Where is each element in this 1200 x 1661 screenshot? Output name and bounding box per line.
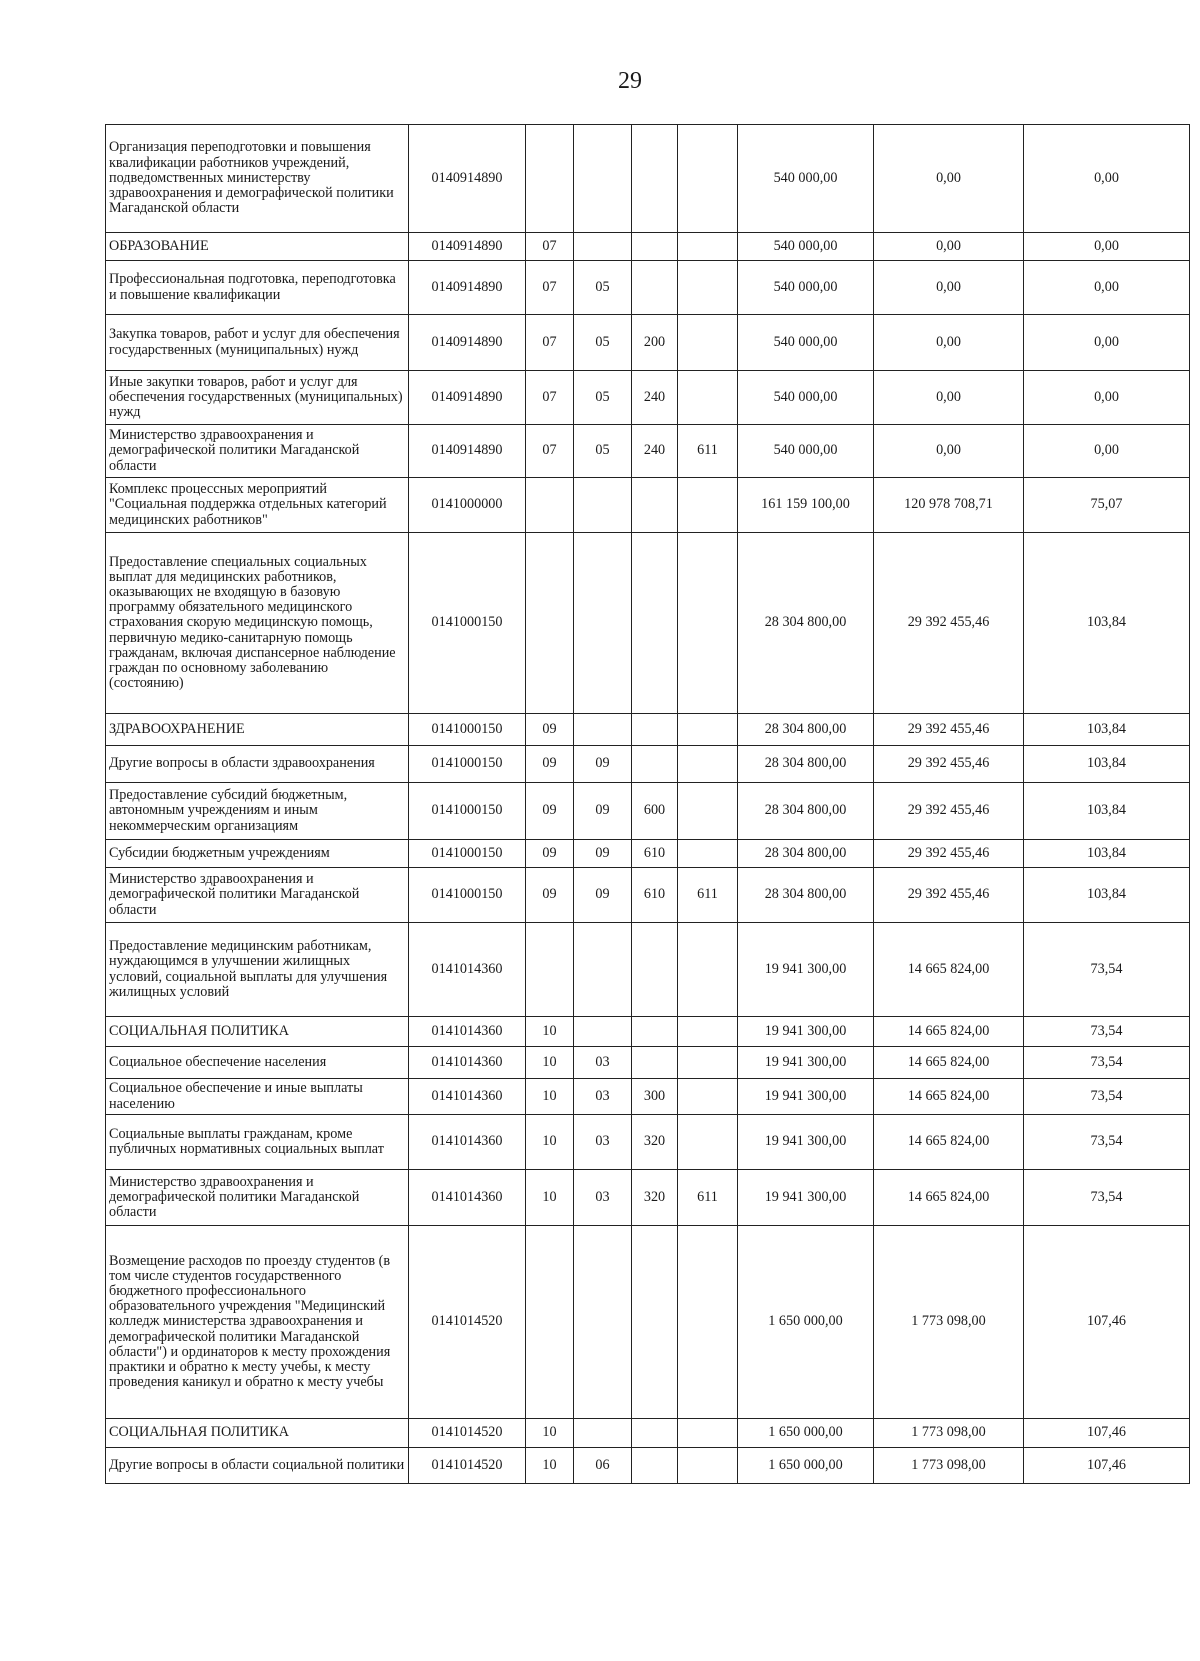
- table-row: [106, 1017, 1190, 1047]
- section-code: 09: [526, 783, 574, 840]
- section-code: 10: [526, 1419, 574, 1448]
- expense-type-code: 610: [632, 868, 678, 923]
- planned-amount: 1 650 000,00: [738, 1419, 874, 1448]
- target-article-code: 0140914890: [409, 425, 526, 478]
- administrator-code: [678, 1115, 738, 1170]
- row-name: Закупка товаров, работ и услуг для обеспечения государственных (муниципальных) нужд: [106, 315, 409, 371]
- administrator-code: [678, 125, 738, 233]
- execution-percent: 73,54: [1024, 1079, 1190, 1115]
- administrator-code: [678, 923, 738, 1017]
- planned-amount: 19 941 300,00: [738, 1115, 874, 1170]
- actual-amount: 0,00: [874, 261, 1024, 315]
- execution-percent: 75,07: [1024, 478, 1190, 533]
- table-row: [106, 125, 1190, 233]
- table-row: [106, 1115, 1190, 1170]
- table-row: [106, 1448, 1190, 1484]
- target-article-code: 0141000150: [409, 868, 526, 923]
- table-row: [106, 714, 1190, 746]
- execution-percent: 103,84: [1024, 533, 1190, 714]
- execution-percent: 73,54: [1024, 1170, 1190, 1226]
- planned-amount: 28 304 800,00: [738, 714, 874, 746]
- administrator-code: [678, 233, 738, 261]
- subsection-code: 05: [574, 315, 632, 371]
- planned-amount: 28 304 800,00: [738, 783, 874, 840]
- budget-table: [105, 124, 1190, 1484]
- section-code: 07: [526, 315, 574, 371]
- row-name: Социальное обеспечение населения: [106, 1047, 409, 1079]
- subsection-code: 03: [574, 1047, 632, 1079]
- row-name: Другие вопросы в области социальной политики: [106, 1448, 409, 1484]
- page-number: 29: [618, 68, 642, 94]
- execution-percent: 0,00: [1024, 125, 1190, 233]
- subsection-code: 05: [574, 261, 632, 315]
- subsection-code: [574, 233, 632, 261]
- section-code: 07: [526, 261, 574, 315]
- section-code: 10: [526, 1170, 574, 1226]
- row-name: Социальное обеспечение и иные выплаты населению: [106, 1079, 409, 1115]
- section-code: 10: [526, 1079, 574, 1115]
- actual-amount: 14 665 824,00: [874, 1047, 1024, 1079]
- subsection-code: [574, 533, 632, 714]
- expense-type-code: [632, 233, 678, 261]
- planned-amount: 540 000,00: [738, 261, 874, 315]
- planned-amount: 540 000,00: [738, 425, 874, 478]
- row-name: Комплекс процессных мероприятий "Социальная поддержка отдельных категорий медицинских работников": [106, 478, 409, 533]
- administrator-code: [678, 1226, 738, 1419]
- actual-amount: 0,00: [874, 315, 1024, 371]
- administrator-code: [678, 1017, 738, 1047]
- planned-amount: 28 304 800,00: [738, 868, 874, 923]
- table-row: [106, 1419, 1190, 1448]
- target-article-code: 0141000150: [409, 533, 526, 714]
- subsection-code: [574, 1226, 632, 1419]
- expense-type-code: [632, 1226, 678, 1419]
- planned-amount: 540 000,00: [738, 315, 874, 371]
- subsection-code: 03: [574, 1115, 632, 1170]
- planned-amount: 1 650 000,00: [738, 1448, 874, 1484]
- expense-type-code: [632, 923, 678, 1017]
- actual-amount: 29 392 455,46: [874, 714, 1024, 746]
- planned-amount: 540 000,00: [738, 233, 874, 261]
- execution-percent: 107,46: [1024, 1448, 1190, 1484]
- expense-type-code: 300: [632, 1079, 678, 1115]
- actual-amount: 14 665 824,00: [874, 1170, 1024, 1226]
- expense-type-code: 600: [632, 783, 678, 840]
- administrator-code: [678, 783, 738, 840]
- execution-percent: 0,00: [1024, 261, 1190, 315]
- actual-amount: 0,00: [874, 233, 1024, 261]
- section-code: [526, 533, 574, 714]
- subsection-code: [574, 1419, 632, 1448]
- target-article-code: 0140914890: [409, 371, 526, 425]
- target-article-code: 0141014360: [409, 1047, 526, 1079]
- expense-type-code: [632, 1047, 678, 1079]
- planned-amount: 28 304 800,00: [738, 746, 874, 783]
- expense-type-code: 610: [632, 840, 678, 868]
- target-article-code: 0141000150: [409, 746, 526, 783]
- row-name: Предоставление медицинским работникам, нуждающимся в улучшении жилищных условий, социальной выплаты для улучшения жилищных условий: [106, 923, 409, 1017]
- subsection-code: 03: [574, 1079, 632, 1115]
- table-row: [106, 233, 1190, 261]
- administrator-code: [678, 1448, 738, 1484]
- expense-type-code: 200: [632, 315, 678, 371]
- actual-amount: 29 392 455,46: [874, 840, 1024, 868]
- expense-type-code: [632, 1448, 678, 1484]
- table-row: [106, 1226, 1190, 1419]
- actual-amount: 29 392 455,46: [874, 868, 1024, 923]
- execution-percent: 103,84: [1024, 746, 1190, 783]
- row-name: Предоставление субсидий бюджетным, автономным учреждениям и иным некоммерческим организациям: [106, 783, 409, 840]
- administrator-code: [678, 315, 738, 371]
- table-row: [106, 868, 1190, 923]
- target-article-code: 0140914890: [409, 315, 526, 371]
- actual-amount: 29 392 455,46: [874, 533, 1024, 714]
- expense-type-code: 320: [632, 1115, 678, 1170]
- administrator-code: [678, 478, 738, 533]
- expense-type-code: 240: [632, 371, 678, 425]
- target-article-code: 0140914890: [409, 261, 526, 315]
- subsection-code: [574, 125, 632, 233]
- target-article-code: 0141014360: [409, 1017, 526, 1047]
- section-code: 07: [526, 233, 574, 261]
- planned-amount: 161 159 100,00: [738, 478, 874, 533]
- expense-type-code: [632, 1419, 678, 1448]
- expense-type-code: [632, 1017, 678, 1047]
- actual-amount: 1 773 098,00: [874, 1226, 1024, 1419]
- target-article-code: 0141014360: [409, 1079, 526, 1115]
- actual-amount: 29 392 455,46: [874, 746, 1024, 783]
- target-article-code: 0141000000: [409, 478, 526, 533]
- planned-amount: 19 941 300,00: [738, 1170, 874, 1226]
- row-name: Организация переподготовки и повышения квалификации работников учреждений, подведомственных министерству здравоохранения и демографической политики Магаданской области: [106, 125, 409, 233]
- table-row: [106, 746, 1190, 783]
- section-code: 09: [526, 840, 574, 868]
- subsection-code: [574, 714, 632, 746]
- planned-amount: 28 304 800,00: [738, 840, 874, 868]
- administrator-code: [678, 1079, 738, 1115]
- target-article-code: 0141000150: [409, 783, 526, 840]
- target-article-code: 0141014360: [409, 923, 526, 1017]
- expense-type-code: [632, 478, 678, 533]
- subsection-code: 09: [574, 868, 632, 923]
- row-name: Другие вопросы в области здравоохранения: [106, 746, 409, 783]
- target-article-code: 0141000150: [409, 840, 526, 868]
- table-row: [106, 840, 1190, 868]
- table-row: [106, 1170, 1190, 1226]
- actual-amount: 14 665 824,00: [874, 1017, 1024, 1047]
- planned-amount: 540 000,00: [738, 371, 874, 425]
- administrator-code: [678, 1419, 738, 1448]
- row-name: Министерство здравоохранения и демографической политики Магаданской области: [106, 425, 409, 478]
- section-code: [526, 478, 574, 533]
- target-article-code: 0141014520: [409, 1448, 526, 1484]
- planned-amount: 28 304 800,00: [738, 533, 874, 714]
- expense-type-code: [632, 261, 678, 315]
- execution-percent: 73,54: [1024, 1047, 1190, 1079]
- row-name: Предоставление специальных социальных выплат для медицинских работников, оказывающих не входящую в базовую программу обязательного медицинского страхования скорую медицинскую помощь, первичную медико-санитарную помощь гражданам, включая диспансерное наблюдение граждан по основному заболеванию (состоянию): [106, 533, 409, 714]
- table-row: [106, 425, 1190, 478]
- actual-amount: 1 773 098,00: [874, 1419, 1024, 1448]
- administrator-code: [678, 261, 738, 315]
- execution-percent: 0,00: [1024, 315, 1190, 371]
- actual-amount: 0,00: [874, 125, 1024, 233]
- subsection-code: 06: [574, 1448, 632, 1484]
- actual-amount: 120 978 708,71: [874, 478, 1024, 533]
- administrator-code: [678, 840, 738, 868]
- administrator-code: 611: [678, 868, 738, 923]
- row-name: Профессиональная подготовка, переподготовка и повышение квалификации: [106, 261, 409, 315]
- table-row: [106, 261, 1190, 315]
- actual-amount: 14 665 824,00: [874, 923, 1024, 1017]
- administrator-code: 611: [678, 1170, 738, 1226]
- section-code: 10: [526, 1115, 574, 1170]
- target-article-code: 0140914890: [409, 125, 526, 233]
- subsection-code: 05: [574, 371, 632, 425]
- planned-amount: 19 941 300,00: [738, 1047, 874, 1079]
- execution-percent: 73,54: [1024, 1115, 1190, 1170]
- subsection-code: [574, 1017, 632, 1047]
- section-code: 07: [526, 425, 574, 478]
- section-code: 09: [526, 746, 574, 783]
- expense-type-code: 320: [632, 1170, 678, 1226]
- planned-amount: 1 650 000,00: [738, 1226, 874, 1419]
- actual-amount: 0,00: [874, 425, 1024, 478]
- subsection-code: 09: [574, 746, 632, 783]
- section-code: [526, 923, 574, 1017]
- administrator-code: [678, 1047, 738, 1079]
- row-name: СОЦИАЛЬНАЯ ПОЛИТИКА: [106, 1419, 409, 1448]
- row-name: Иные закупки товаров, работ и услуг для обеспечения государственных (муниципальных) нужд: [106, 371, 409, 425]
- expense-type-code: 240: [632, 425, 678, 478]
- target-article-code: 0141000150: [409, 714, 526, 746]
- section-code: 09: [526, 714, 574, 746]
- row-name: Социальные выплаты гражданам, кроме публичных нормативных социальных выплат: [106, 1115, 409, 1170]
- row-name: Министерство здравоохранения и демографической политики Магаданской области: [106, 1170, 409, 1226]
- execution-percent: 107,46: [1024, 1226, 1190, 1419]
- row-name: Возмещение расходов по проезду студентов (в том числе студентов государственного бюджетного профессионального образовательного учреждения "Медицинский колледж министерства здравоохранения и демографической политики Магаданской области") и ординаторов к месту прохождения практики и обратно к месту учебы, к месту проведения каникул и обратно к месту учебы: [106, 1226, 409, 1419]
- row-name: ЗДРАВООХРАНЕНИЕ: [106, 714, 409, 746]
- actual-amount: 14 665 824,00: [874, 1115, 1024, 1170]
- execution-percent: 107,46: [1024, 1419, 1190, 1448]
- table-row: [106, 1047, 1190, 1079]
- administrator-code: [678, 714, 738, 746]
- table-row: [106, 783, 1190, 840]
- planned-amount: 19 941 300,00: [738, 1017, 874, 1047]
- execution-percent: 73,54: [1024, 1017, 1190, 1047]
- section-code: 10: [526, 1017, 574, 1047]
- actual-amount: 14 665 824,00: [874, 1079, 1024, 1115]
- administrator-code: 611: [678, 425, 738, 478]
- actual-amount: 1 773 098,00: [874, 1448, 1024, 1484]
- table-row: [106, 315, 1190, 371]
- row-name: СОЦИАЛЬНАЯ ПОЛИТИКА: [106, 1017, 409, 1047]
- execution-percent: 0,00: [1024, 371, 1190, 425]
- expense-type-code: [632, 533, 678, 714]
- target-article-code: 0141014360: [409, 1115, 526, 1170]
- section-code: 07: [526, 371, 574, 425]
- section-code: 09: [526, 868, 574, 923]
- table-row: [106, 371, 1190, 425]
- administrator-code: [678, 533, 738, 714]
- execution-percent: 103,84: [1024, 868, 1190, 923]
- subsection-code: [574, 478, 632, 533]
- planned-amount: 19 941 300,00: [738, 1079, 874, 1115]
- section-code: [526, 1226, 574, 1419]
- table-row: [106, 533, 1190, 714]
- table-row: [106, 923, 1190, 1017]
- section-code: 10: [526, 1448, 574, 1484]
- subsection-code: 09: [574, 783, 632, 840]
- target-article-code: 0140914890: [409, 233, 526, 261]
- row-name: Министерство здравоохранения и демографической политики Магаданской области: [106, 868, 409, 923]
- target-article-code: 0141014360: [409, 1170, 526, 1226]
- subsection-code: [574, 923, 632, 1017]
- administrator-code: [678, 371, 738, 425]
- execution-percent: 0,00: [1024, 425, 1190, 478]
- row-name: ОБРАЗОВАНИЕ: [106, 233, 409, 261]
- section-code: 10: [526, 1047, 574, 1079]
- planned-amount: 19 941 300,00: [738, 923, 874, 1017]
- execution-percent: 103,84: [1024, 714, 1190, 746]
- execution-percent: 103,84: [1024, 840, 1190, 868]
- expense-type-code: [632, 714, 678, 746]
- execution-percent: 0,00: [1024, 233, 1190, 261]
- execution-percent: 73,54: [1024, 923, 1190, 1017]
- actual-amount: 29 392 455,46: [874, 783, 1024, 840]
- subsection-code: 05: [574, 425, 632, 478]
- table-row: [106, 1079, 1190, 1115]
- expense-type-code: [632, 746, 678, 783]
- target-article-code: 0141014520: [409, 1226, 526, 1419]
- administrator-code: [678, 746, 738, 783]
- subsection-code: 09: [574, 840, 632, 868]
- section-code: [526, 125, 574, 233]
- actual-amount: 0,00: [874, 371, 1024, 425]
- target-article-code: 0141014520: [409, 1419, 526, 1448]
- row-name: Субсидии бюджетным учреждениям: [106, 840, 409, 868]
- planned-amount: 540 000,00: [738, 125, 874, 233]
- budget-table-body: [106, 125, 1190, 1484]
- subsection-code: 03: [574, 1170, 632, 1226]
- table-row: [106, 478, 1190, 533]
- execution-percent: 103,84: [1024, 783, 1190, 840]
- expense-type-code: [632, 125, 678, 233]
